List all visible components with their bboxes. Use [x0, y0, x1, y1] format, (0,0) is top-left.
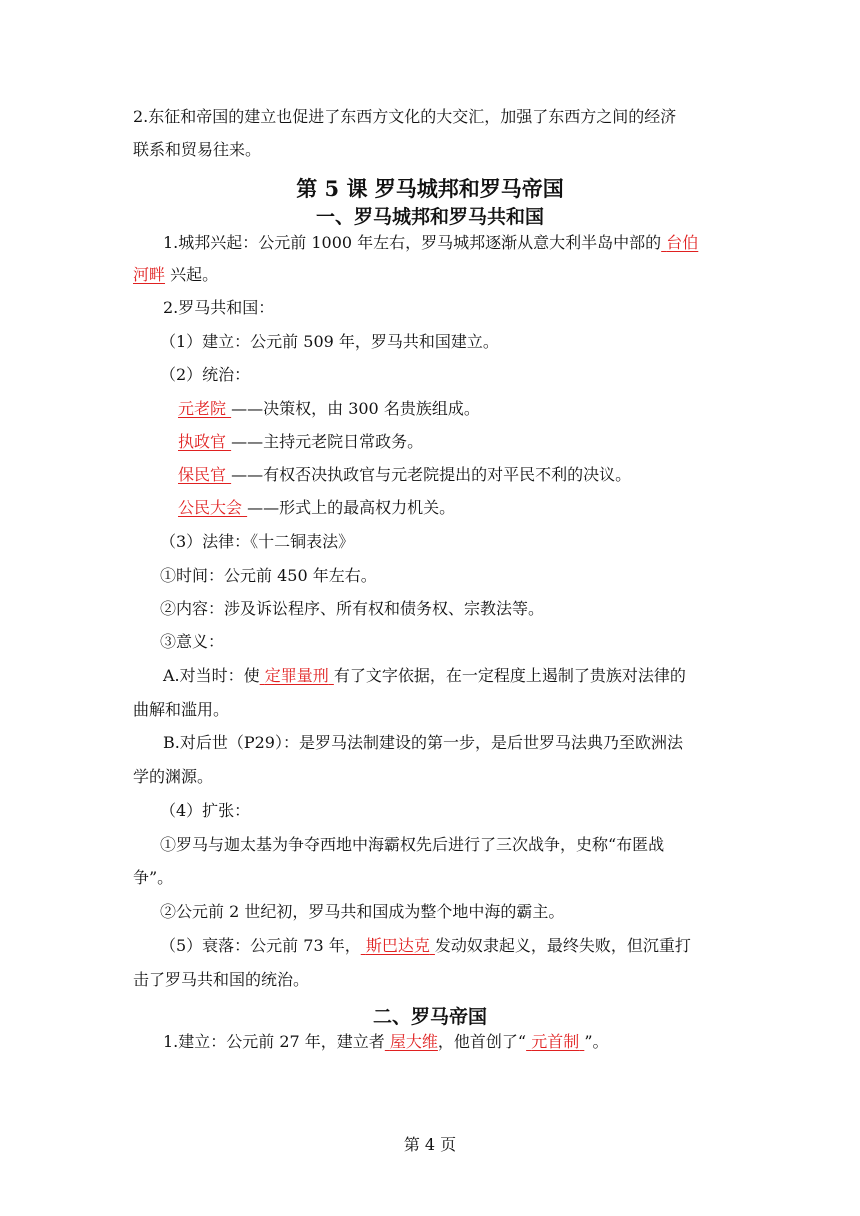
- answer-blank: 元首制: [531, 1032, 580, 1051]
- paragraph-republic: 2.罗马共和国：: [163, 298, 275, 317]
- lesson-title: 第 5 课 罗马城邦和罗马帝国: [296, 176, 564, 201]
- paragraph-law-time: ①时间：公元前 450 年左右。: [160, 566, 377, 585]
- paragraph-significance-b: B.对后世（P29）：是罗马法制建设的第一步，是后世罗马法典乃至欧洲法: [163, 733, 683, 752]
- organ-item: 保民官 ——有权否决执政官与元老院提出的对平民不利的决议。: [178, 465, 632, 484]
- organ-item: 元老院 ——决策权，由 300 名贵族组成。: [178, 399, 480, 418]
- organ-item: 执政官 ——主持元老院日常政务。: [178, 432, 424, 451]
- paragraph-law-content: ②内容：涉及诉讼程序、所有权和债务权、宗教法等。: [160, 599, 545, 618]
- paragraph-significance-a: A.对当时：使 定罪量刑 有了文字依据，在一定程度上遏制了贵族对法律的: [163, 666, 686, 685]
- paragraph-establish: （1）建立：公元前 509 年，罗马共和国建立。: [160, 332, 499, 351]
- answer-blank: 河畔: [133, 265, 166, 284]
- answer-blank: 屋大维: [389, 1032, 438, 1051]
- answer-blank: 公民大会: [178, 498, 243, 517]
- paragraph-expansion-1: ①罗马与迦太基为争夺西地中海霸权先后进行了三次战争，史称“布匿战: [160, 835, 665, 854]
- paragraph-significance-a-cont: 曲解和滥用。: [133, 700, 230, 719]
- answer-blank: 保民官: [178, 465, 227, 484]
- paragraph-empire-founding: 1.建立：公元前 27 年，建立者 屋大维，他首创了“ 元首制 ”。: [163, 1032, 609, 1051]
- paragraph-decline-cont: 击了罗马共和国的统治。: [133, 970, 310, 989]
- section-heading-1: 一、罗马城邦和罗马共和国: [315, 206, 544, 228]
- section-heading-2: 二、罗马帝国: [372, 1006, 487, 1028]
- answer-blank: 执政官: [178, 432, 227, 451]
- answer-blank: 斯巴达克: [365, 936, 430, 955]
- answer-blank: 台伯: [666, 233, 699, 252]
- answer-blank: 定罪量刑: [264, 666, 329, 685]
- organ-item: 公民大会 ——形式上的最高权力机关。: [178, 498, 456, 517]
- intro-line-1: 2.东征和帝国的建立也促进了东西方文化的大交汇，加强了东西方之间的经济: [133, 107, 677, 126]
- paragraph-significance-b-cont: 学的渊源。: [133, 767, 214, 786]
- paragraph-expansion: （4）扩张：: [160, 801, 251, 820]
- page-number: 第 4 页: [403, 1135, 457, 1154]
- paragraph-city-state: 1.城邦兴起：公元前 1000 年左右，罗马城邦逐渐从意大利半岛中部的 台伯: [163, 233, 699, 252]
- paragraph-city-state-cont: 河畔 兴起。: [133, 265, 219, 284]
- paragraph-rule: （2）统治：: [160, 365, 251, 384]
- paragraph-expansion-2: ②公元前 2 世纪初，罗马共和国成为整个地中海的霸主。: [160, 902, 565, 921]
- intro-line-2: 联系和贸易往来。: [133, 140, 262, 159]
- paragraph-expansion-1-cont: 争”。: [133, 868, 174, 887]
- answer-blank: 元老院: [178, 399, 227, 418]
- paragraph-law: （3）法律：《十二铜表法》: [160, 532, 355, 551]
- paragraph-law-significance: ③意义：: [160, 632, 225, 651]
- paragraph-decline: （5）衰落：公元前 73 年， 斯巴达克 发动奴隶起义，最终失败，但沉重打: [160, 936, 691, 955]
